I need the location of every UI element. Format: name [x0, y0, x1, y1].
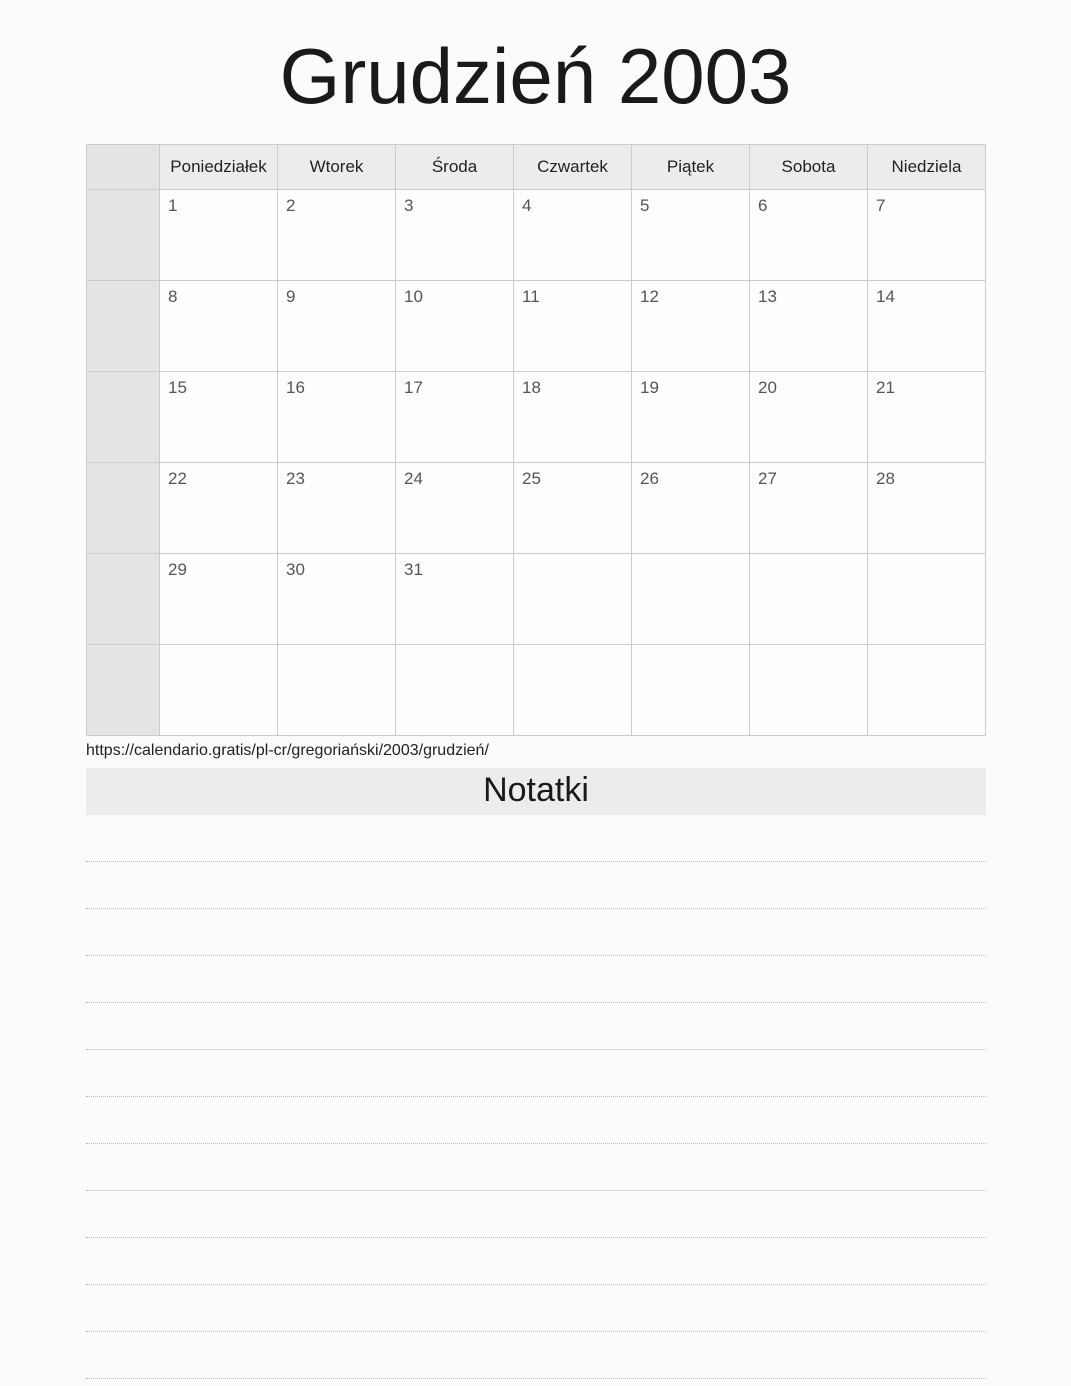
day-cell[interactable]: 11 [514, 280, 632, 371]
week-gutter-cell [87, 644, 160, 735]
notes-title: Notatki [86, 768, 986, 815]
note-line[interactable] [86, 1238, 986, 1285]
note-line[interactable] [86, 1050, 986, 1097]
day-cell[interactable]: 13 [750, 280, 868, 371]
note-line[interactable] [86, 1003, 986, 1050]
day-cell[interactable] [632, 644, 750, 735]
calendar-week-row [87, 371, 986, 462]
note-line[interactable] [86, 1097, 986, 1144]
weekday-header-monday: Poniedziałek [160, 144, 278, 189]
day-cell[interactable]: 10 [396, 280, 514, 371]
calendar-body [87, 189, 986, 735]
day-cell[interactable] [514, 553, 632, 644]
week-gutter-cell [87, 462, 160, 553]
note-line[interactable] [86, 1285, 986, 1332]
day-cell[interactable] [514, 644, 632, 735]
week-gutter-cell [87, 189, 160, 280]
calendar-table [86, 144, 986, 736]
calendar-week-row [87, 462, 986, 553]
day-cell[interactable]: 21 [868, 371, 986, 462]
day-cell[interactable]: 6 [750, 189, 868, 280]
day-cell[interactable]: 26 [632, 462, 750, 553]
day-cell[interactable]: 12 [632, 280, 750, 371]
note-line[interactable] [86, 956, 986, 1003]
day-cell[interactable] [750, 553, 868, 644]
day-cell[interactable]: 16 [278, 371, 396, 462]
calendar-week-row [87, 189, 986, 280]
calendar-header-row [87, 144, 986, 189]
day-cell[interactable]: 24 [396, 462, 514, 553]
day-cell[interactable]: 3 [396, 189, 514, 280]
week-gutter-header [87, 144, 160, 189]
day-cell[interactable]: 18 [514, 371, 632, 462]
notes-lines [86, 815, 986, 1379]
day-cell[interactable]: 29 [160, 553, 278, 644]
day-cell[interactable] [396, 644, 514, 735]
day-cell[interactable]: 30 [278, 553, 396, 644]
day-cell[interactable]: 20 [750, 371, 868, 462]
page-title: Grudzień 2003 [279, 32, 792, 120]
day-cell[interactable]: 9 [278, 280, 396, 371]
day-cell[interactable]: 28 [868, 462, 986, 553]
day-cell[interactable] [868, 553, 986, 644]
day-cell[interactable]: 23 [278, 462, 396, 553]
day-cell[interactable]: 1 [160, 189, 278, 280]
day-cell[interactable]: 17 [396, 371, 514, 462]
calendar-week-row [87, 553, 986, 644]
calendar-container [86, 144, 985, 736]
day-cell[interactable]: 7 [868, 189, 986, 280]
day-cell[interactable] [632, 553, 750, 644]
weekday-header-sunday: Niedziela [868, 144, 986, 189]
weekday-header-wednesday: Środa [396, 144, 514, 189]
day-cell[interactable] [160, 644, 278, 735]
notes-section [86, 768, 986, 1379]
day-cell[interactable] [278, 644, 396, 735]
day-cell[interactable]: 8 [160, 280, 278, 371]
weekday-header-tuesday: Wtorek [278, 144, 396, 189]
day-cell[interactable]: 19 [632, 371, 750, 462]
note-line[interactable] [86, 815, 986, 862]
day-cell[interactable]: 14 [868, 280, 986, 371]
weekday-header-saturday: Sobota [750, 144, 868, 189]
day-cell[interactable] [750, 644, 868, 735]
note-line[interactable] [86, 1191, 986, 1238]
note-line[interactable] [86, 1332, 986, 1379]
week-gutter-cell [87, 280, 160, 371]
day-cell[interactable] [868, 644, 986, 735]
weekday-header-thursday: Czwartek [514, 144, 632, 189]
week-gutter-cell [87, 371, 160, 462]
note-line[interactable] [86, 862, 986, 909]
day-cell[interactable]: 25 [514, 462, 632, 553]
day-cell[interactable]: 27 [750, 462, 868, 553]
day-cell[interactable]: 22 [160, 462, 278, 553]
day-cell[interactable]: 2 [278, 189, 396, 280]
calendar-week-row [87, 644, 986, 735]
source-url[interactable]: https://calendario.gratis/pl-cr/gregoriański/2003/grudzień/ [86, 741, 489, 759]
day-cell[interactable]: 5 [632, 189, 750, 280]
note-line[interactable] [86, 1144, 986, 1191]
day-cell[interactable]: 31 [396, 553, 514, 644]
day-cell[interactable]: 15 [160, 371, 278, 462]
weekday-header-friday: Piątek [632, 144, 750, 189]
calendar-week-row [87, 280, 986, 371]
week-gutter-cell [87, 553, 160, 644]
note-line[interactable] [86, 909, 986, 956]
day-cell[interactable]: 4 [514, 189, 632, 280]
